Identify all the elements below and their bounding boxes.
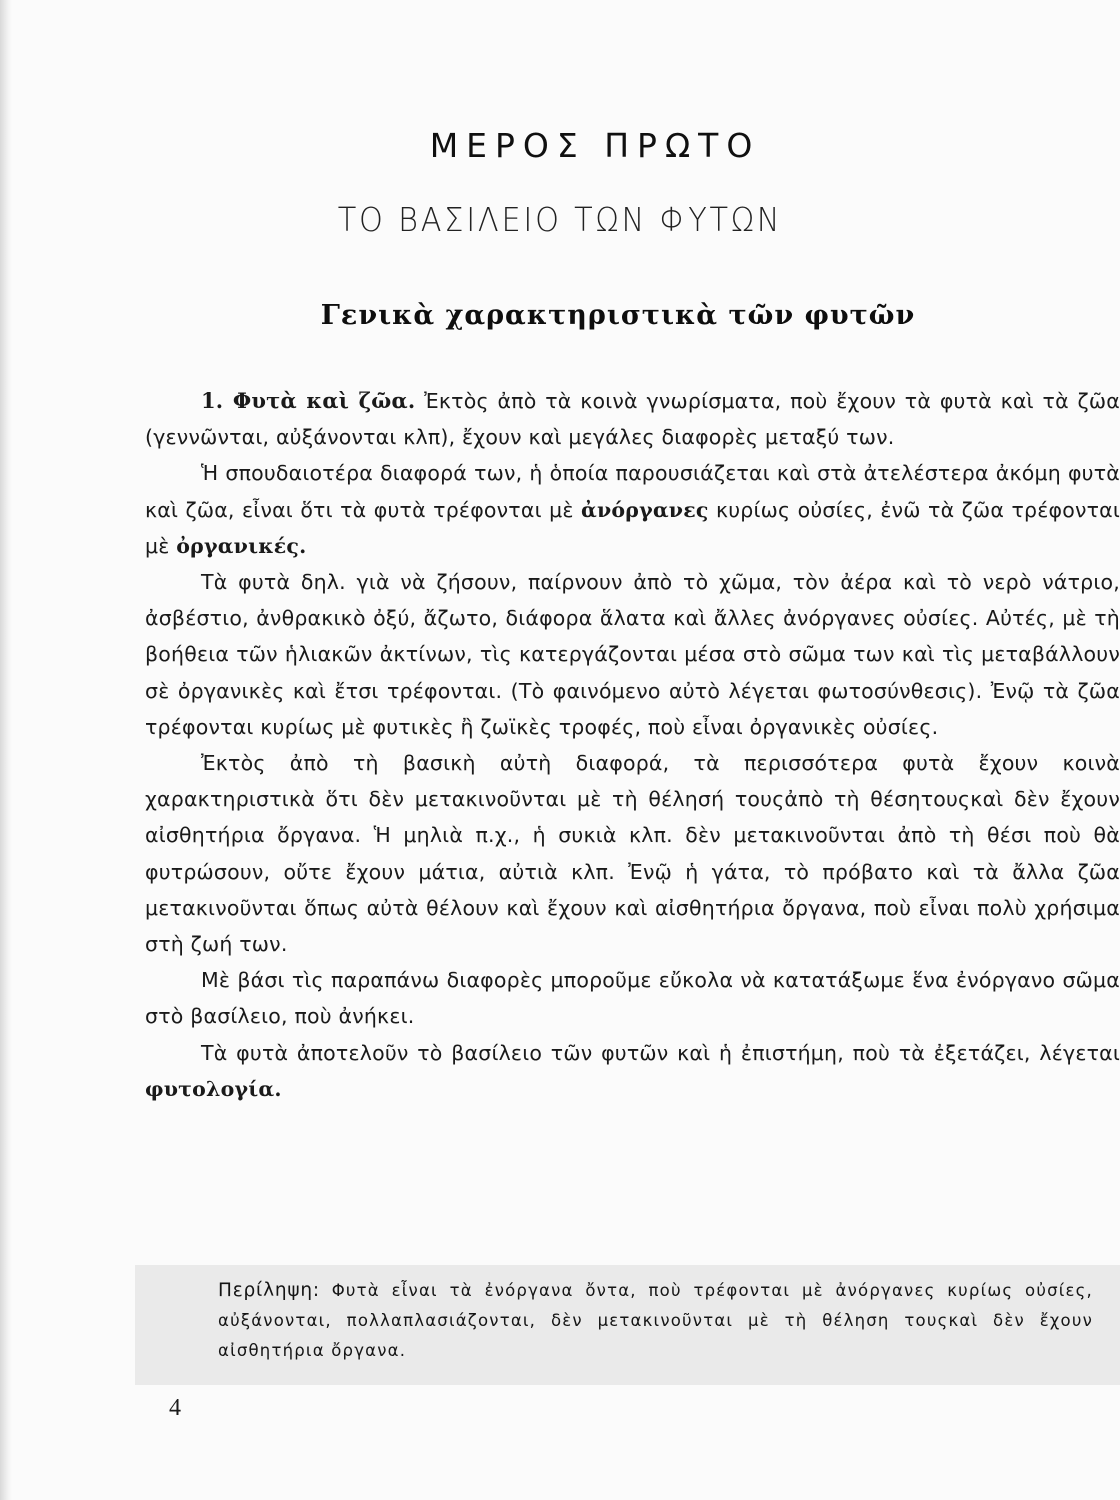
term-organic: ὀργανικές. <box>176 533 307 558</box>
paragraph-3: Τὰ φυτὰ δηλ. γιὰ νὰ ζήσουν, παίρνουν ἀπὸ τὸ χῶμα, τὸν ἀέρα καὶ τὸ νερὸ νάτριο, ἀσβέστιο, ἀνθρακικὸ ὀξύ, ἄζωτο, διάφορα ἅλατα καὶ ἄλλες ἀνόργανες οὐσίες. Αὐτές, μὲ τὴ βοήθεια τῶν ἡλιακῶν ἀκτίνων, τὶς κατεργάζονται μέσα στὸ σῶμα των καὶ τὶς μεταβάλλουν σὲ ὀργανικὲς καὶ ἔτσι τρέφονται. (Τὸ φαινόμενο αὐτὸ λέγεται φωτοσύνθεσις). Ἐνῷ τὰ ζῶα τρέφονται κυρίως μὲ φυτικὲς ἢ ζωϊκὲς τροφές, ποὺ εἶναι ὀργανικὲς οὐσίες. <box>145 570 1120 739</box>
body-text <box>145 383 1120 1107</box>
term-inorganic: ἀνόργανες <box>580 497 709 522</box>
paragraph-6-text: Τὰ φυτὰ ἀποτελοῦν τὸ βασίλειο τῶν φυτῶν καὶ ἡ ἐπιστήμη, ποὺ τὰ ἐξετάζει, λέγεται <box>201 1040 1120 1065</box>
subsection-heading: 1. Φυτὰ καὶ ζῶα. <box>201 388 416 413</box>
paragraph-2 <box>145 455 1120 564</box>
page-edge-shadow <box>0 0 12 1500</box>
paragraph-6 <box>145 1035 1120 1107</box>
page-number: 4 <box>169 1395 181 1421</box>
section-title: ΤΟ ΒΑΣΙΛΕΙΟ ΤΩΝ ΦΥΤΩΝ <box>337 200 783 239</box>
paragraph-4: Ἐκτὸς ἀπὸ τὴ βασικὴ αὐτὴ διαφορά, τὰ περισσότερα φυτὰ ἔχουν κοινὰ χαρακτηριστικὰ ὅτι δὲν μετακινοῦνται μὲ τὴ θέλησή τουςἀπὸ τὴ θέσητουςκαὶ δὲν ἔχουν αἰσθητήρια ὄργανα. Ἡ μηλιὰ π.χ., ἡ συκιὰ κλπ. δὲν μετακινοῦνται ἀπὸ τὴ θέσι ποὺ θὰ φυτρώσουν, οὔτε ἔχουν μάτια, αὐτιὰ κλπ. Ἐνῷ ἡ γάτα, τὸ πρόβατο καὶ τὰ ἄλλα ζῶα μετακινοῦνται ὅπως αὐτὰ θέλουν καὶ ἔχουν καὶ αἰσθητήρια ὄργανα, ποὺ εἶναι πολὺ χρήσιμα στὴ ζωή των. <box>145 751 1120 957</box>
paragraph-2-text-a: Ἡ σπουδαιοτέρα διαφορά των, ἡ ὁποία παρουσιάζεται καὶ στὰ ἀτελέστερα ἀκόμη φυτὰ καὶ ζῶα, εἶναι ὅτι τὰ φυτὰ τρέφονται μὲ <box>145 461 1120 522</box>
paragraph-5: Μὲ βάσι τὶς παραπάνω διαφορὲς μποροῦμε εὔκολα νὰ κατατάξωμε ἕνα ἐνόργανο σῶμα στὸ βασίλειο, ποὺ ἀνήκει. <box>145 968 1120 1029</box>
paragraph-2-text-b: κυρίως οὐσίες, ἐνῶ τὰ ζῶα τρέφονται μὲ <box>145 497 1120 558</box>
paragraph-1 <box>145 383 1120 455</box>
summary-text: Φυτὰ εἶναι τὰ ἐνόργανα ὄντα, ποὺ τρέφονται μὲ ἀνόργανες κυρίως οὐσίες, αὐξάνονται, πολλαπλασιάζονται, δὲν μετακινοῦνται μὲ τὴ θέληση τουςκαὶ δὲν ἔχουν αἰσθητήρια ὄργανα. <box>218 1281 1093 1360</box>
paragraph-1-text: Ἐκτὸς ἀπὸ τὰ κοινὰ γνωρίσματα, ποὺ ἔχουν τὰ φυτὰ καὶ τὰ ζῶα (γεννῶνται, αὐξάνονται κλπ), ἔχουν καὶ μεγάλες διαφορὲς μεταξύ των. <box>145 389 1120 450</box>
part-title: ΜΕΡΟΣ ΠΡΩΤΟ <box>429 126 761 165</box>
summary-label: Περίληψη: <box>218 1280 320 1301</box>
chapter-title: Γενικὰ χαρακτηριστικὰ τῶν φυτῶν <box>320 300 916 331</box>
term-botany: φυτολογία. <box>145 1076 282 1101</box>
summary <box>218 1276 1093 1366</box>
